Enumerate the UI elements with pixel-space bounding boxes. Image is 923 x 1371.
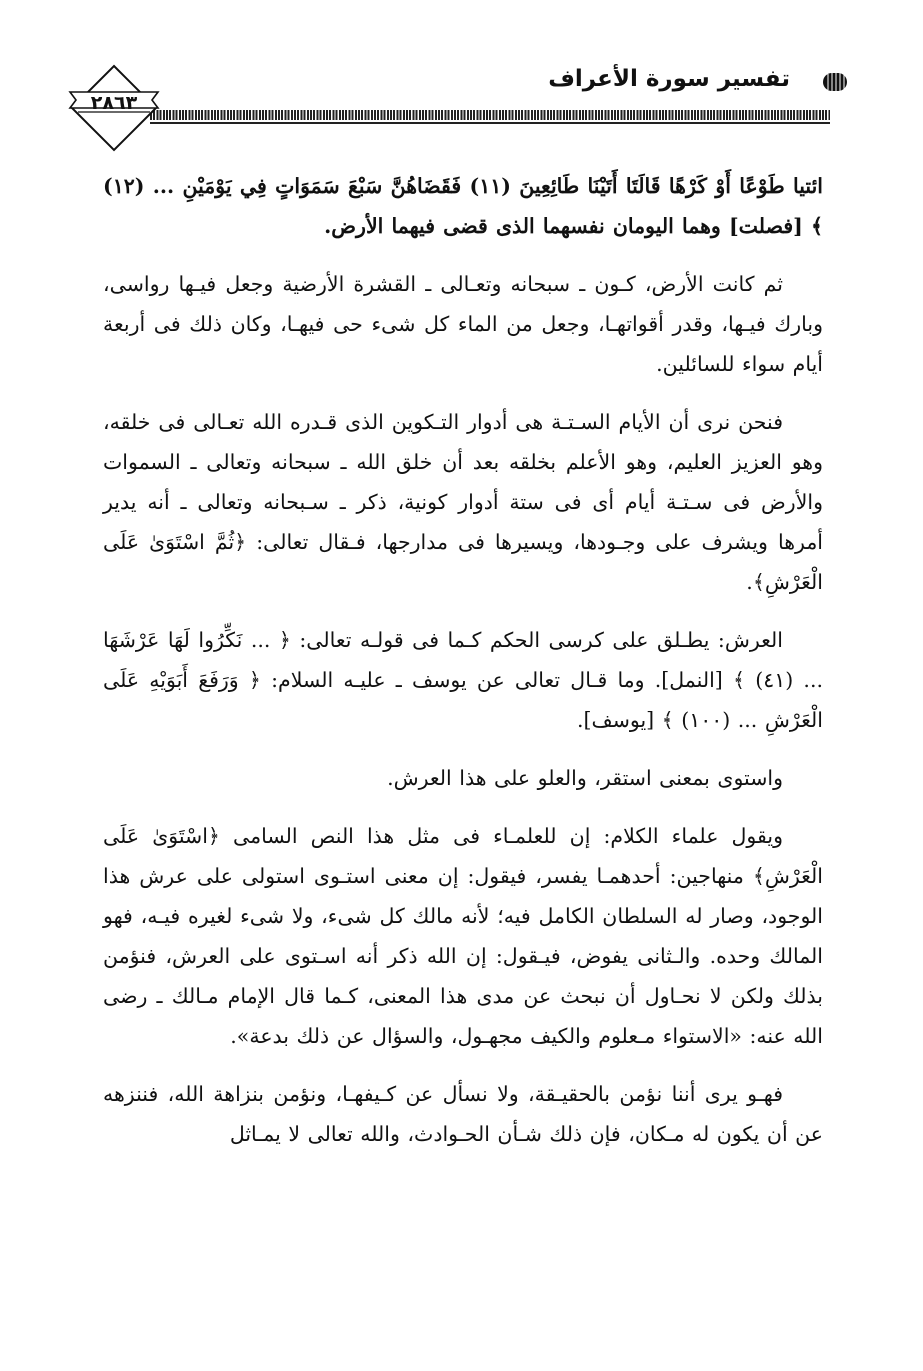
page-header [68, 62, 850, 162]
page-body [103, 166, 823, 1154]
paragraph: فنحن نرى أن الأيام السـتـة هى أدوار التـكوين الذى قـدره الله تعـالى فى خلقه، وهو العزيز العليم، وهو الأعلم بخلقه بعد أن خلق الله ـ سبحانه وتعالى ـ السموات والأرض فى سـتـة أيام أى فى ستة أدوار كونية، ذكر ـ سـبحانه وتعالى ـ أنه يدير أمرها ويشرف على وجـودها، ويسيرها فى مدارجها، فـقال تعالى: ﴿ثُمَّ اسْتَوَىٰ عَلَى الْعَرْشِ﴾. [103, 410, 823, 594]
paragraph: واستوى بمعنى استقر، والعلو على هذا العرش. [387, 766, 783, 790]
header-rule [150, 110, 830, 120]
paragraph: فهـو يرى أننا نؤمن بالحقيـقة، ولا نسأل عن كـيفهـا، ونؤمن بنزاهة الله، فننزهه عن أن يكون له مـكان، فإن ذلك شـأن الحـوادث، والله تعالى لا يمـاثل [103, 1082, 823, 1146]
ornament-icon [820, 70, 850, 94]
paragraph: ثم كانت الأرض، كـون ـ سبحانه وتعـالى ـ القشرة الأرضية وجعل فيـها رواسى، وبارك فيـها، وقدر أقواتهـا، وجعل من الماء كل شىء حى فيهـا، وكان ذلك فى أربعة أيام سواء للسائلين. [103, 272, 823, 376]
page-number: ٢٨٦٣ [90, 92, 138, 114]
header-rule-line [150, 122, 830, 124]
verse-paragraph: ائتيا طَوْعًا أَوْ كَرْهًا قَالَتَا أَتَيْنَا طَائِعِينَ (١١) فَقَضَاهُنَّ سَبْعَ سَمَوَاتٍ فِي يَوْمَيْنِ ... (١٢) ﴾ [فصلت] وهما اليومان نفسهما الذى قضى فيهما الأرض. [103, 174, 823, 238]
paragraph: ويقول علماء الكلام: إن للعلمـاء فى مثل هذا النص السامى ﴿اسْتَوَىٰ عَلَى الْعَرْشِ﴾ منهاجين: أحدهمـا يفسر، فيقول: إن معنى استـوى استولى على عرش هذا الوجود، وصار له السلطان الكامل فيه؛ لأنه مالك كل شىء، ولا شىء لغيره فيـه، فهو المالك وحده. والـثانى يفوض، فيـقول: إن الله ذكر أنه اسـتوى على العرش، فنؤمن بذلك ولكن لا نحـاول أن نبحث عن مدى هذا المعنى، كـما قال الإمام مـالك ـ رضى الله عنه: «الاستواء مـعلوم والكيف مجهـول، والسؤال عن ذلك بدعة». [103, 824, 823, 1048]
paragraph: العرش: يطـلق على كرسى الحكم كـما فى قولـه تعالى: ﴿ ... نَكِّرُوا لَهَا عَرْشَهَا ... (٤١) ﴾ [النمل]. وما قـال تعالى عن يوسف ـ عليـه السلام: ﴿ وَرَفَعَ أَبَوَيْهِ عَلَى الْعَرْشِ ... (١٠٠) ﴾ [يوسف]. [103, 628, 823, 732]
running-title: تفسير سورة الأعراف [548, 66, 790, 92]
